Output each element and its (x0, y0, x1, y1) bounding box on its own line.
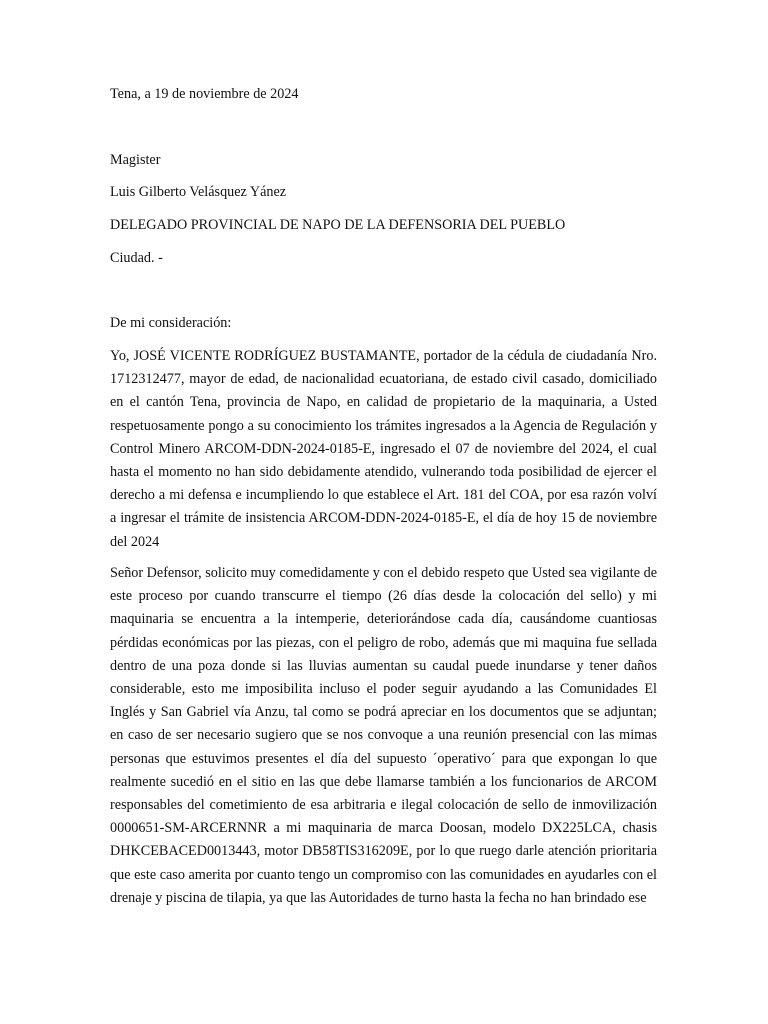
recipient-position: DELEGADO PROVINCIAL DE NAPO DE LA DEFENSORIA DEL PUEBLO (110, 217, 566, 233)
recipient-title: Magister (110, 152, 161, 168)
salutation: De mi consideración: (110, 315, 232, 331)
body-paragraph-2: Señor Defensor, solicito muy comedidamente y con el debido respeto que Usted sea vigilante de este proceso por cuando transcurre el tiempo (26 días desde la colocación del sello) y mi maquinaria se encuentra a la intemperie, deteriorándose cada día, causándome cuantiosas pérdidas económicas por las piezas, con el peligro de robo, además que mi maquina fue sellada dentro de una poza donde si las lluvias aumentan su caudal puede inundarse y tener daños considerable, esto me imposibilita incluso el poder seguir ayudando a las Comunidades El Inglés y San Gabriel vía Anzu, tal como se podrá apreciar en los documentos que se adjuntan; en caso de ser necesario sugiero que se nos convoque a una reunión presencial con las mimas personas que estuvimos presentes el día del supuesto ´operativo´ para que expongan lo que realmente sucedió en el sitio en las que debe llamarse también a los funcionarios de ARCOM responsables del cometimiento de esa arbitraria e ilegal colocación de sello de inmovilización 0000651-SM-ARCERNNR a mi maquinaria de marca Doosan, modelo DX225LCA, chasis DHKCEBACED0013443, motor DB58TIS316209E, por lo que ruego darle atención prioritaria que este caso amerita por cuanto tengo un compromiso con las comunidades en ayudarles con el drenaje y piscina de tilapia, ya que las Autoridades de turno hasta la fecha no han brindado ese (110, 565, 657, 906)
body-paragraph-1: Yo, JOSÉ VICENTE RODRÍGUEZ BUSTAMANTE, portador de la cédula de ciudadanía Nro. 1712312477, mayor de edad, de nacionalidad ecuatoriana, de estado civil casado, domiciliado en el cantón Tena, provincia de Napo, en calidad de propietario de la maquinaria, a Usted respetuosamente pongo a su conocimiento los trámites ingresados a la Agencia de Regulación y Control Minero ARCOM-DDN-2024-0185-E, ingresado el 07 de noviembre del 2024, el cual hasta el momento no han sido debidamente atendido, vulnerando toda posibilidad de ejercer el derecho a mi defensa e incumpliendo lo que establece el Art. 181 del COA, por esa razón volví a ingresar el trámite de insistencia ARCOM-DDN-2024-0185-E, el día de hoy 15 de noviembre del 2024 (110, 348, 657, 550)
recipient-name: Luis Gilberto Velásquez Yánez (110, 184, 287, 200)
place-date: Tena, a 19 de noviembre de 2024 (110, 86, 299, 102)
recipient-city: Ciudad. - (110, 250, 163, 266)
